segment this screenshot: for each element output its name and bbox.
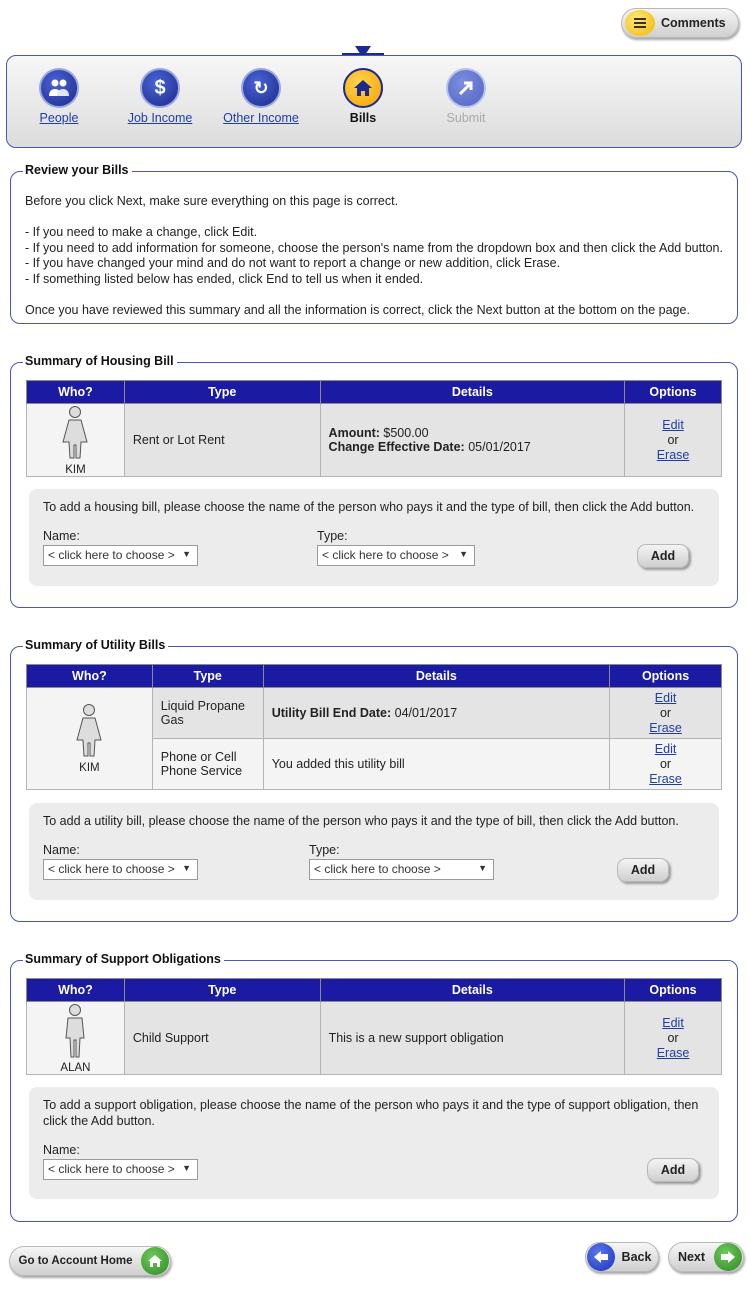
date-value: 05/01/2017 [468, 440, 531, 454]
header-who: Who? [27, 979, 125, 1002]
housing-table [26, 380, 722, 477]
or-text: or [659, 705, 672, 720]
support-table [26, 978, 722, 1075]
utility-section [10, 638, 738, 922]
support-section [10, 952, 738, 1222]
male-person-icon [60, 1003, 90, 1059]
details-cell [263, 688, 609, 739]
home-icon [141, 1247, 169, 1275]
type-cell: Liquid Propane Gas [152, 688, 263, 739]
back-arrow-icon [587, 1243, 615, 1271]
utility-table [26, 664, 722, 790]
housing-legend: Summary of Housing Bill [23, 354, 177, 368]
step-bills [338, 68, 388, 125]
back-label: Back [621, 1250, 652, 1264]
type-label: Type: [309, 843, 340, 857]
review-legend: Review your Bills [23, 163, 132, 177]
header-options: Options [625, 381, 722, 404]
utility-add-box [29, 803, 719, 900]
or-text: or [667, 1030, 679, 1045]
or-text: or [667, 432, 679, 447]
female-person-icon [74, 703, 104, 759]
back-button[interactable] [585, 1242, 659, 1272]
next-arrow-icon [714, 1243, 742, 1271]
who-cell [27, 688, 153, 790]
name-label: Name: [43, 843, 80, 857]
dollar-icon: $ [140, 68, 180, 108]
step-label: Submit [446, 111, 486, 125]
support-instructions: To add a support obligation, please choose the name of the person who pays it and the type of support obligation, then click the Add button. [43, 1098, 699, 1128]
review-bullet: - If something listed below has ended, click End to tell us when it ended. [25, 271, 424, 286]
name-label: Name: [43, 529, 80, 543]
comments-button[interactable] [621, 8, 739, 38]
edit-link[interactable]: Edit [662, 1015, 684, 1030]
dropdown-arrow-icon: ▼ [459, 549, 468, 559]
amount-label: Amount: [328, 426, 380, 440]
dropdown-arrow-icon: ▼ [182, 863, 191, 873]
step-label: Job Income [127, 111, 193, 125]
select-value: < click here to choose > [322, 548, 449, 562]
step-job-income[interactable] [125, 68, 195, 125]
type-cell: Rent or Lot Rent [124, 404, 320, 477]
housing-section [10, 354, 738, 608]
person-name: KIM [65, 463, 86, 476]
options-cell [625, 1002, 722, 1075]
type-cell: Phone or Cell Phone Service [152, 739, 263, 790]
details-cell: This is a new support obligation [320, 1002, 625, 1075]
review-intro: Before you click Next, make sure everything on this page is correct. [25, 194, 399, 208]
header-type: Type [124, 979, 320, 1002]
step-label: Bills [349, 111, 377, 125]
options-cell [625, 404, 722, 477]
who-cell [27, 404, 125, 477]
step-label: People [39, 111, 79, 125]
header-details: Details [263, 665, 609, 688]
support-add-button[interactable]: Add [647, 1158, 699, 1182]
dollar-cycle-icon: ↻ [241, 68, 281, 108]
header-who: Who? [27, 381, 125, 404]
options-cell [610, 688, 722, 739]
utility-legend: Summary of Utility Bills [23, 638, 168, 652]
type-cell: Child Support [124, 1002, 320, 1075]
review-outro: Once you have reviewed this summary and all the information is correct, click the Next button at the bottom on the page. [25, 303, 690, 318]
erase-link[interactable]: Erase [656, 447, 690, 462]
step-label: Other Income [223, 111, 299, 125]
who-cell [27, 1002, 125, 1075]
details-cell: You added this utility bill [263, 739, 609, 790]
review-bullet: - If you need to add information for someone, choose the person's name from the dropdown box and then click the Add button. [25, 240, 723, 255]
step-navigation [6, 55, 742, 148]
review-bullet: - If you need to make a change, click Edit. [25, 225, 258, 240]
date-label: Change Effective Date: [328, 440, 465, 454]
type-label: Type: [317, 529, 348, 543]
support-name-select[interactable] [43, 1159, 198, 1180]
review-bullet: - If you have changed your mind and do not want to report a change or new addition, click Erase. [25, 256, 561, 271]
utility-type-select[interactable] [309, 859, 494, 880]
header-details: Details [320, 381, 625, 404]
housing-type-select[interactable] [317, 545, 475, 566]
end-date-label: Utility Bill End Date: [271, 706, 392, 720]
table-row [27, 404, 722, 477]
next-label: Next [677, 1250, 706, 1264]
housing-instructions: To add a housing bill, please choose the name of the person who pays it and the type of bill, then click the Add button. [43, 500, 695, 514]
select-value: < click here to choose > [48, 1162, 175, 1176]
dropdown-arrow-icon: ▼ [478, 863, 487, 873]
edit-link[interactable]: Edit [662, 417, 684, 432]
comments-icon [625, 10, 655, 36]
next-button[interactable] [668, 1242, 744, 1272]
support-add-box [29, 1087, 719, 1199]
table-row [27, 1002, 722, 1075]
erase-link[interactable]: Erase [649, 720, 682, 735]
review-section [10, 163, 738, 324]
erase-link[interactable]: Erase [656, 1045, 690, 1060]
table-row [27, 688, 722, 739]
edit-link[interactable]: Edit [654, 690, 677, 705]
edit-link[interactable]: Edit [654, 741, 677, 756]
support-legend: Summary of Support Obligations [23, 952, 224, 966]
erase-link[interactable]: Erase [649, 771, 682, 786]
utility-instructions: To add a utility bill, please choose the name of the person who pays it and the type of bill, then click the Add button. [43, 814, 679, 828]
comments-label: Comments [661, 16, 726, 30]
utility-add-button[interactable]: Add [617, 858, 669, 882]
header-type: Type [124, 381, 320, 404]
female-person-icon [60, 405, 90, 461]
header-options: Options [610, 665, 722, 688]
step-people[interactable] [29, 68, 89, 125]
account-home-label: Go to Account Home [18, 1255, 133, 1267]
dropdown-arrow-icon: ▼ [182, 549, 191, 559]
send-arrow-icon [446, 68, 486, 108]
dropdown-arrow-icon: ▼ [182, 1163, 191, 1173]
end-date-value: 04/01/2017 [394, 706, 458, 720]
select-value: < click here to choose > [314, 862, 441, 876]
people-icon [39, 68, 79, 108]
account-home-button[interactable] [9, 1246, 171, 1276]
housing-name-select[interactable] [43, 545, 198, 566]
header-who: Who? [27, 665, 153, 688]
person-name: KIM [79, 762, 100, 774]
options-cell [610, 739, 722, 790]
housing-add-box [29, 489, 719, 586]
amount-value: $500.00 [383, 426, 429, 440]
utility-name-select[interactable] [43, 859, 198, 880]
step-submit [441, 68, 491, 125]
header-options: Options [625, 979, 722, 1002]
select-value: < click here to choose > [48, 548, 175, 562]
or-text: or [659, 756, 672, 771]
name-label: Name: [43, 1143, 80, 1157]
header-type: Type [152, 665, 263, 688]
header-details: Details [320, 979, 625, 1002]
step-other-income[interactable] [221, 68, 301, 125]
house-icon [343, 68, 383, 108]
select-value: < click here to choose > [48, 862, 175, 876]
details-cell [320, 404, 625, 477]
person-name: ALAN [60, 1061, 91, 1074]
housing-add-button[interactable]: Add [637, 544, 689, 568]
